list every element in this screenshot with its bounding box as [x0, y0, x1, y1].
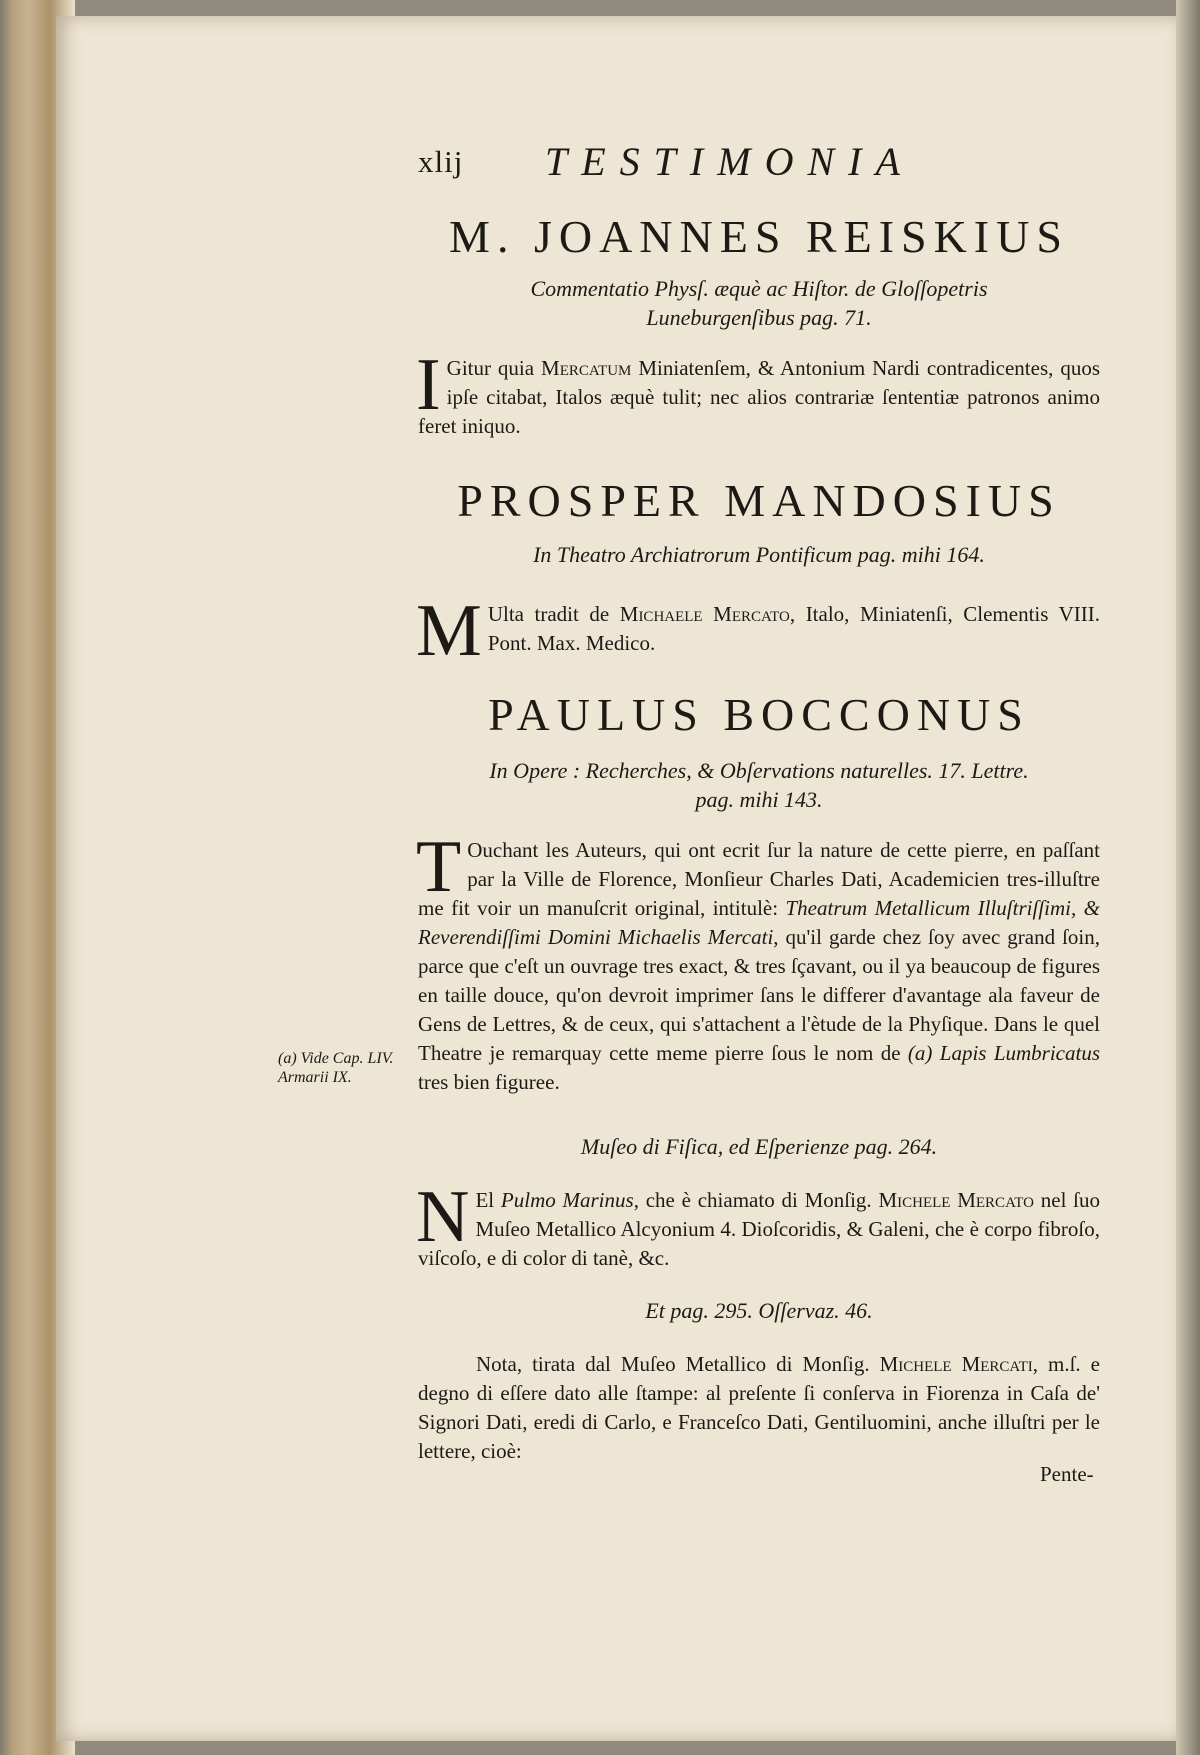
paragraph-text: El Pulmo Marinus, che è chiamato di Monſig. Michele Mercato nel ſuo Muſeo Metallico Alcyonium 4. Dioſcoridis, & Galeni, che è corpo fibroſo, viſcoſo, e di color di tanè, &c.: [418, 1188, 1101, 1270]
catchword: Pente-: [1040, 1462, 1094, 1486]
page-title: TESTIMONIA: [545, 139, 914, 184]
source-citation: Commentatio Physſ. æquè ac Hiſtor. de Gloſſopetris Luneburgenſibus pag. 71.: [530, 276, 988, 330]
drop-cap: I: [416, 344, 441, 426]
author-heading: PAULUS BOCCONUS: [488, 689, 1030, 740]
drop-cap: T: [416, 826, 462, 908]
source-citation: In Opere : Recherches, & Obſervations naturelles. 17. Lettre. pag. mihi 143.: [489, 758, 1029, 812]
drop-cap: M: [416, 590, 482, 672]
paragraph-text: Ulta tradit de Michaele Mercato, Italo, Miniatenſi, Clementis VIII. Pont. Max. Medico.: [487, 602, 1100, 655]
paragraph-text: Gitur quia Mercatum Miniatenſem, & Antonium Nardi contradicentes, quos ipſe citabat, Italos æquè tulit; nec alios contrariæ ſententiæ patronos animo feret iniquo.: [418, 356, 1101, 438]
book-right-edge: [1176, 0, 1200, 1755]
drop-cap: N: [416, 1176, 470, 1258]
paragraph-text: Ouchant les Auteurs, qui ont ecrit ſur la nature de cette pierre, en paſſant par la Ville de Florence, Monſieur Charles Dati, Academicien tres-illuſtre me fit voir un manuſcrit original, intitulè: Theatrum Metallicum Illuſtriſſimi, & Reverendiſſimi Domini Michaelis Mercati, qu'il garde chez ſoy avec grand ſoin, parce que c'eſt un ouvrage tres exact, & tres ſçavant, ou il ya beaucoup de figures en taille douce, qu'on devroit imprimer ſans le differer d'avantage ala faveur de Gens de Lettres, & de ceux, qui s'attachent a l'ètude de la Phyſique. Dans le quel Theatre je remarquay cette meme pierre ſous le nom de (a) Lapis Lumbricatus tres bien figuree.: [418, 838, 1100, 1094]
paragraph: [416, 826, 1100, 1097]
author-heading: PROSPER MANDOSIUS: [457, 475, 1061, 526]
paragraph: [416, 1176, 1101, 1273]
page-number: xlij: [418, 144, 464, 179]
source-citation: Muſeo di Fiſica, ed Eſperienze pag. 264.: [580, 1134, 938, 1159]
source-citation: Et pag. 295. Oſſervaz. 46.: [645, 1298, 873, 1323]
paragraph: [416, 344, 1101, 441]
source-citation: In Theatro Archiatrorum Pontificum pag. mihi 164.: [533, 542, 985, 567]
margin-note: (a) Vide Cap. LIV. Armarii IX.: [278, 1050, 394, 1086]
author-heading: M. JOANNES REISKIUS: [449, 211, 1069, 262]
paragraph: [416, 590, 1100, 672]
paragraph: Nota, tirata dal Muſeo Metallico di Monſig. Michele Mercati, m.ſ. e degno di eſſere dato alle ſtampe: al preſente ſi conſerva in Fiorenza in Caſa de' Signori Dati, eredi di Carlo, e Franceſco Dati, Gentiluomini, anche illuſtri per le lettere, cioè:: [418, 1352, 1101, 1463]
